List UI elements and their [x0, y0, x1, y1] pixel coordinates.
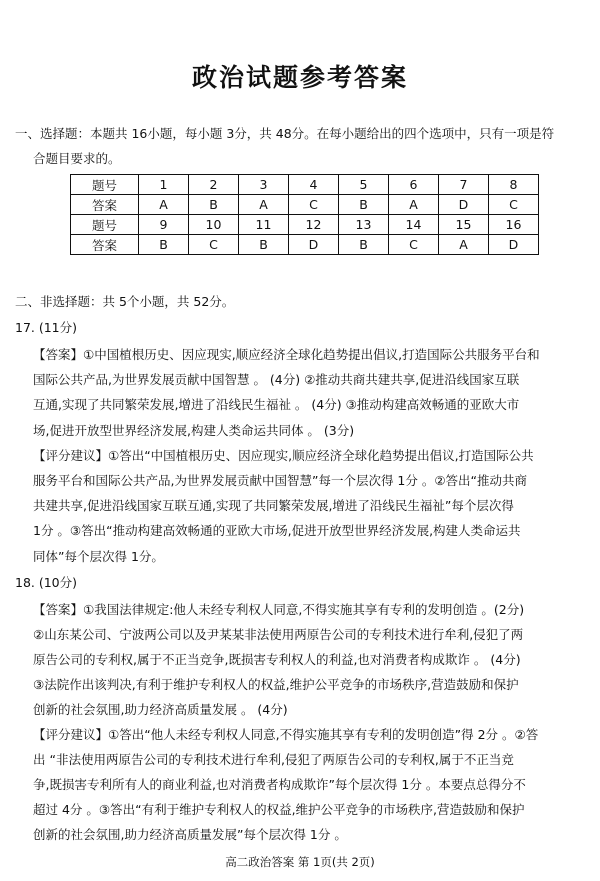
answer-table-cell: D [289, 235, 339, 255]
answer-table-cell: C [389, 235, 439, 255]
q18-line: 超过 4分 。③答出“有利于维护专利权人的权益,维护公平竞争的市场秩序,营造鼓励和保护 [33, 802, 525, 817]
q17-line: 国际公共产品,为世界发展贡献中国智慧 。 (4分) ②推动共商共建共享,促进沿线国家互联 [33, 372, 520, 388]
answer-table-cell: 8 [489, 175, 539, 195]
q17-line: 服务平台和国际公共产品,为世界发展贡献中国智慧”每一个层次得 1分 。②答出“推动共商 [33, 473, 528, 488]
page-footer: 高二政治答案 第 1页(共 2页) [225, 855, 375, 869]
q17-line: 互通,实现了共同繁荣发展,增进了沿线民生福祉 。 (4分) ③推动构建高效畅通的亚欧大市 [33, 397, 520, 413]
section2-heading: 二、非选择题：共 5个小题，共 52分。 [15, 294, 235, 309]
answer-table-cell: D [489, 235, 539, 255]
section1-line1: 一、选择题：本题共 16小题，每小题 3分，共 48分。在每小题给出的四个选项中，只有一项是符 [15, 126, 555, 141]
page-title: 政治试题参考答案 [191, 63, 408, 92]
answer-table-row [71, 195, 539, 215]
answer-table-row [71, 175, 539, 195]
answer-table-row-label: 答案 [71, 195, 139, 215]
q18-line: 【评分建议】①答出“他人未经专利权人同意,不得实施其享有专利的发明创造”得 2分 。②答 [33, 727, 539, 742]
answer-table-row-label: 答案 [71, 235, 139, 255]
q17-line: 同体”每个层次得 1分。 [33, 548, 164, 564]
answer-table-row-label: 题号 [71, 175, 139, 195]
answer-table-cell: 9 [139, 215, 189, 235]
q18-line: 出 “非法使用两原告公司的专利技术进行牟利,侵犯了两原告公司的专利权,属于不正当竞 [33, 752, 514, 767]
answer-table-row [71, 215, 539, 235]
answer-table-cell: 1 [139, 175, 189, 195]
answer-table-cell: 16 [489, 215, 539, 235]
q18-line: ②山东某公司、宁波两公司以及尹某某非法使用两原告公司的专利技术进行牟利,侵犯了两 [33, 627, 524, 642]
answer-table-cell: C [489, 195, 539, 215]
q17-line: 1分 。③答出“推动构建高效畅通的亚欧大市场,促进开放型世界经济发展,构建人类命运共 [33, 523, 521, 539]
answer-table-cell: 5 [339, 175, 389, 195]
q18-line: 创新的社会氛围,助力经济高质量发展”每个层次得 1分 。 [33, 827, 347, 842]
answer-table-cell: B [339, 195, 389, 215]
q17-heading: 17. (11分) [15, 320, 78, 335]
answer-table-cell: D [439, 195, 489, 215]
answer-table-cell: B [189, 195, 239, 215]
q17-line: 场,促进开放型世界经济发展,构建人类命运共同体 。 (3分) [33, 422, 355, 438]
answer-table-cell: B [239, 235, 289, 255]
answer-table-row-label: 题号 [71, 215, 139, 235]
q18-line: 【答案】①我国法律规定:他人未经专利权人同意,不得实施其享有专利的发明创造 。(2分) [33, 602, 525, 617]
answer-table-cell: A [139, 195, 189, 215]
section1-line2: 合题目要求的。 [33, 151, 121, 166]
answer-table-cell: A [239, 195, 289, 215]
answer-table-cell: 6 [389, 175, 439, 195]
q17-line: 共建共享,促进沿线国家互联互通,实现了共同繁荣发展,增进了沿线民生福祉”每个层次得 [33, 498, 514, 514]
q18-line: ③法院作出该判决,有利于维护专利权人的权益,维护公平竞争的市场秩序,营造鼓励和保护 [33, 677, 519, 692]
q18-line: 争,既损害专利所有人的商业利益,也对消费者构成欺诈”每个层次得 1分 。本要点总得分不 [33, 777, 526, 792]
answer-table-cell: 14 [389, 215, 439, 235]
answer-table-cell: 15 [439, 215, 489, 235]
answer-table-cell: 2 [189, 175, 239, 195]
q18-heading: 18. (10分) [15, 575, 78, 590]
answer-table-cell: 3 [239, 175, 289, 195]
answer-table-cell: 11 [239, 215, 289, 235]
answer-table-cell: 7 [439, 175, 489, 195]
answer-table-cell: 10 [189, 215, 239, 235]
answer-table-cell: 4 [289, 175, 339, 195]
answer-table-row [71, 235, 539, 255]
answer-table-cell: C [289, 195, 339, 215]
answer-table-cell: A [389, 195, 439, 215]
q18-line: 原告公司的专利权,属于不正当竞争,既损害专利权人的利益,也对消费者构成欺诈 。 (4分) [33, 652, 521, 667]
answer-table-cell: B [339, 235, 389, 255]
answer-table-cell: 13 [339, 215, 389, 235]
answer-table-cell: 12 [289, 215, 339, 235]
q17-line: 【评分建议】①答出“中国植根历史、因应现实,顺应经济全球化趋势提出倡议,打造国际公共 [33, 447, 534, 463]
q18-line: 创新的社会氛围,助力经济高质量发展 。 (4分) [33, 702, 288, 717]
q17-line: 【答案】①中国植根历史、因应现实,顺应经济全球化趋势提出倡议,打造国际公共服务平台和 [33, 347, 540, 362]
answer-table-cell: A [439, 235, 489, 255]
answer-table-cell: C [189, 235, 239, 255]
answer-table [70, 174, 539, 255]
answer-table-cell: B [139, 235, 189, 255]
